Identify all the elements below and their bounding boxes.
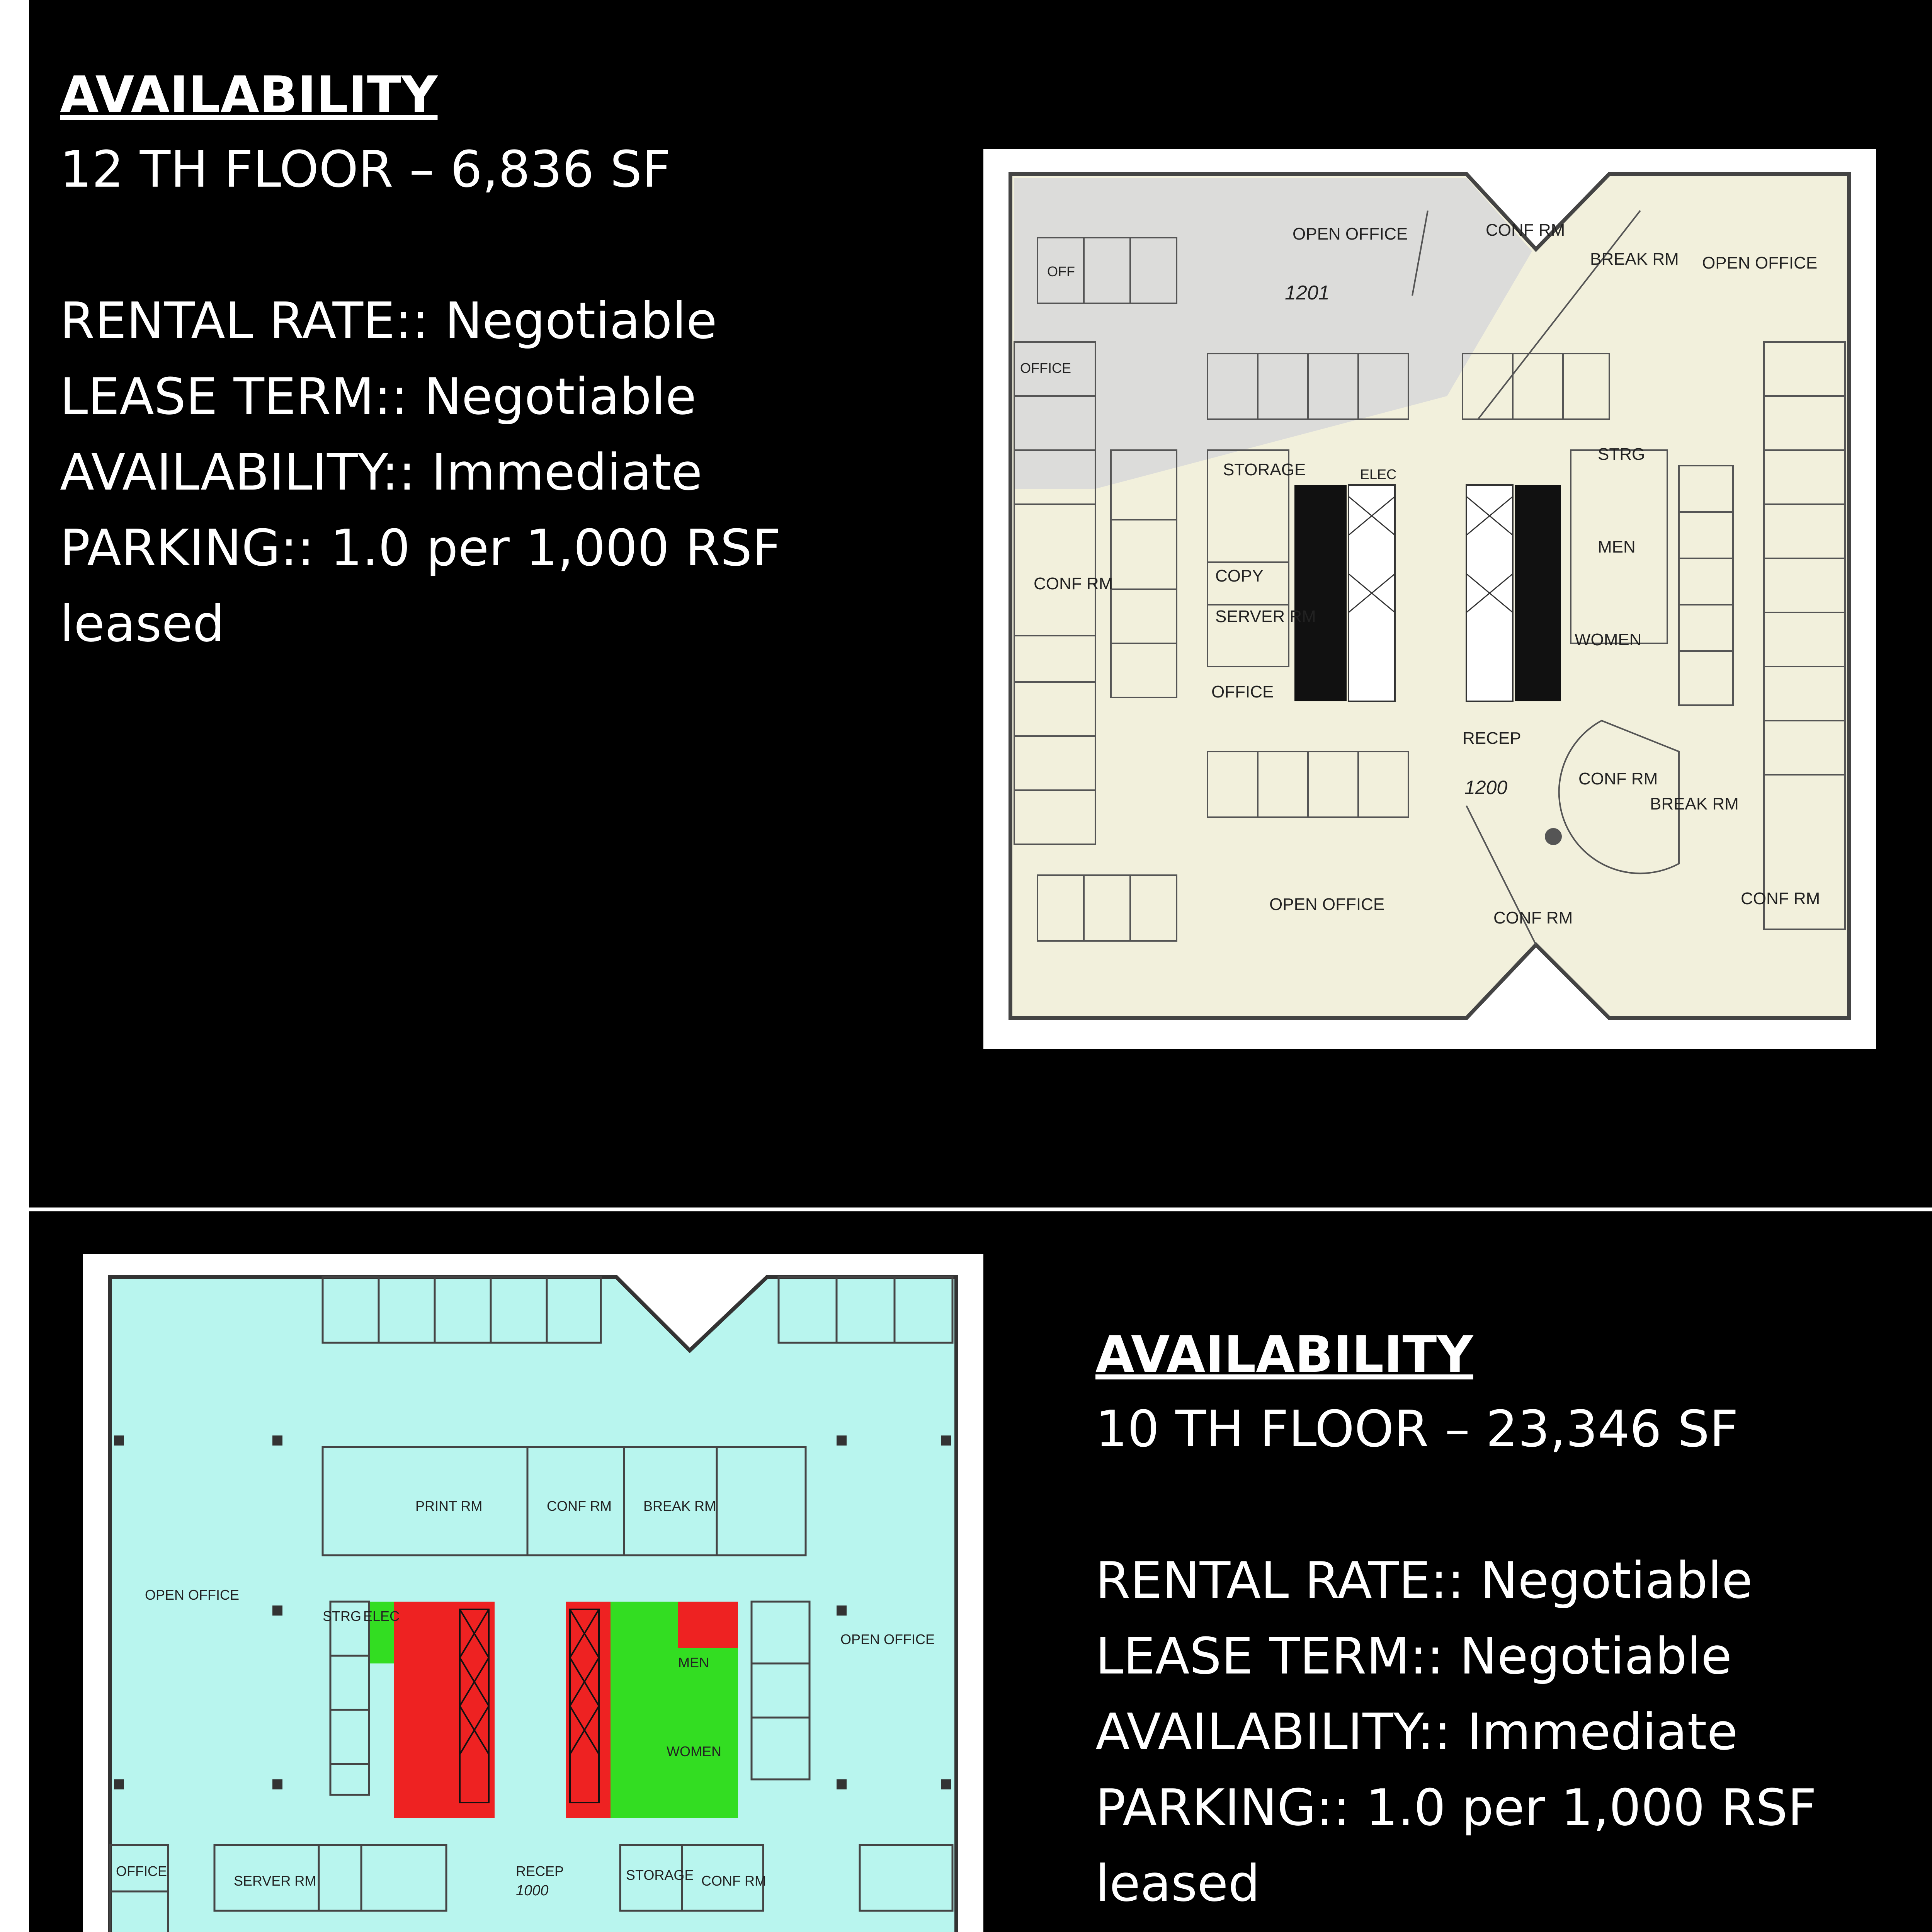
- floor12-availability: AVAILABILITY:: Immediate: [60, 443, 702, 502]
- plan12-core-shaft-right: [1515, 485, 1561, 701]
- plan10-label-open-office-right: OPEN OFFICE: [840, 1631, 935, 1647]
- plan12-label-men: MEN: [1598, 537, 1636, 556]
- plan12-label-conf-rm-mid: CONF RM: [1578, 769, 1658, 788]
- plan12-label-open-office-bottom: OPEN OFFICE: [1269, 895, 1385, 914]
- plan10-label-conf-rm-top: CONF RM: [547, 1498, 612, 1514]
- floor12-size: 12 TH FLOOR – 6,836 SF: [60, 140, 671, 199]
- plan12-label-suite-1200: 1200: [1464, 777, 1508, 798]
- plan12-label-women: WOMEN: [1575, 630, 1642, 649]
- floor12-parking-cont: leased: [60, 594, 224, 653]
- plan12-label-strg: STRG: [1598, 445, 1645, 464]
- plan10-label-recep: RECEP: [516, 1863, 564, 1879]
- floor10-parking: PARKING:: 1.0 per 1,000 RSF: [1095, 1778, 1817, 1837]
- floor-plan-10th-drawing: [83, 1254, 983, 1932]
- plan12-label-break-rm-mid: BREAK RM: [1650, 794, 1739, 813]
- plan10-label-conf-rm-mid: CONF RM: [701, 1873, 766, 1889]
- plan12-label-conf-rm-corner: CONF RM: [1741, 889, 1820, 908]
- plan12-label-open-office-top: OPEN OFFICE: [1293, 224, 1408, 243]
- floor10-availability: AVAILABILITY:: Immediate: [1095, 1702, 1738, 1761]
- floor10-size: 10 TH FLOOR – 23,346 SF: [1095, 1400, 1738, 1458]
- plan10-label-break-rm-top: BREAK RM: [643, 1498, 716, 1514]
- plan12-label-open-office-right: OPEN OFFICE: [1702, 253, 1818, 272]
- plan10-label-storage: STORAGE: [626, 1867, 694, 1883]
- floor10-details: [1095, 1318, 1816, 1921]
- plan10-label-men: MEN: [678, 1655, 709, 1670]
- plan12-label-conf-rm-left: CONF RM: [1034, 574, 1113, 593]
- plan12-label-elec: ELEC: [1360, 466, 1397, 482]
- floor10-rental-rate: RENTAL RATE:: Negotiable: [1095, 1551, 1753, 1610]
- plan10-core-green-right: [611, 1602, 678, 1818]
- plan12-label-suite-1201: 1201: [1285, 282, 1330, 304]
- floor10-parking-cont: leased: [1095, 1854, 1260, 1913]
- plan12-label-conf-rm-bottom: CONF RM: [1493, 908, 1573, 927]
- plan12-label-storage: STORAGE: [1223, 460, 1306, 479]
- plan12-column-marker: [1545, 828, 1562, 845]
- floor10-heading: AVAILABILITY: [1095, 1325, 1473, 1384]
- floor-plan-12th: [983, 149, 1876, 1049]
- plan12-label-break-rm-top: BREAK RM: [1590, 250, 1679, 269]
- floor12-heading: AVAILABILITY: [60, 65, 438, 124]
- plan12-label-office-core: OFFICE: [1211, 682, 1274, 701]
- plan12-label-office: OFFICE: [1020, 360, 1071, 376]
- plan10-core-red-stair: [678, 1602, 738, 1648]
- plan12-label-recep: RECEP: [1463, 729, 1521, 748]
- plan12-label-conf-rm-top: CONF RM: [1486, 221, 1565, 240]
- floor12-rental-rate: RENTAL RATE:: Negotiable: [60, 291, 717, 350]
- floor-plan-12th-drawing: [983, 149, 1876, 1049]
- plan10-outline: [110, 1277, 956, 1932]
- plan10-label-elec: ELEC: [363, 1608, 400, 1624]
- plan10-core-red-left: [394, 1602, 495, 1818]
- plan10-label-server-rm: SERVER RM: [234, 1873, 316, 1889]
- plan10-label-open-office-left: OPEN OFFICE: [145, 1587, 240, 1603]
- floor12-lease-term: LEASE TERM:: Negotiable: [60, 367, 697, 426]
- plan12-label-copy: COPY: [1215, 566, 1264, 585]
- plan12-label-server-rm: SERVER RM: [1215, 607, 1316, 626]
- plan10-label-suite-1000: 1000: [516, 1883, 549, 1899]
- floor12-details: [60, 58, 781, 662]
- floor10-lease-term: LEASE TERM:: Negotiable: [1095, 1627, 1732, 1685]
- floor12-parking: PARKING:: 1.0 per 1,000 RSF: [60, 519, 781, 577]
- plan12-core-shaft-left: [1294, 485, 1347, 701]
- plan10-core-green-mid: [678, 1648, 738, 1818]
- plan12-label-off: OFF: [1047, 264, 1075, 279]
- plan10-label-print-rm: PRINT RM: [415, 1498, 483, 1514]
- section-divider: [29, 1208, 1932, 1211]
- plan10-label-women: WOMEN: [667, 1743, 721, 1759]
- floor-plan-10th: [83, 1254, 983, 1932]
- plan10-label-strg: STRG: [323, 1608, 362, 1624]
- plan10-label-office: OFFICE: [116, 1863, 167, 1879]
